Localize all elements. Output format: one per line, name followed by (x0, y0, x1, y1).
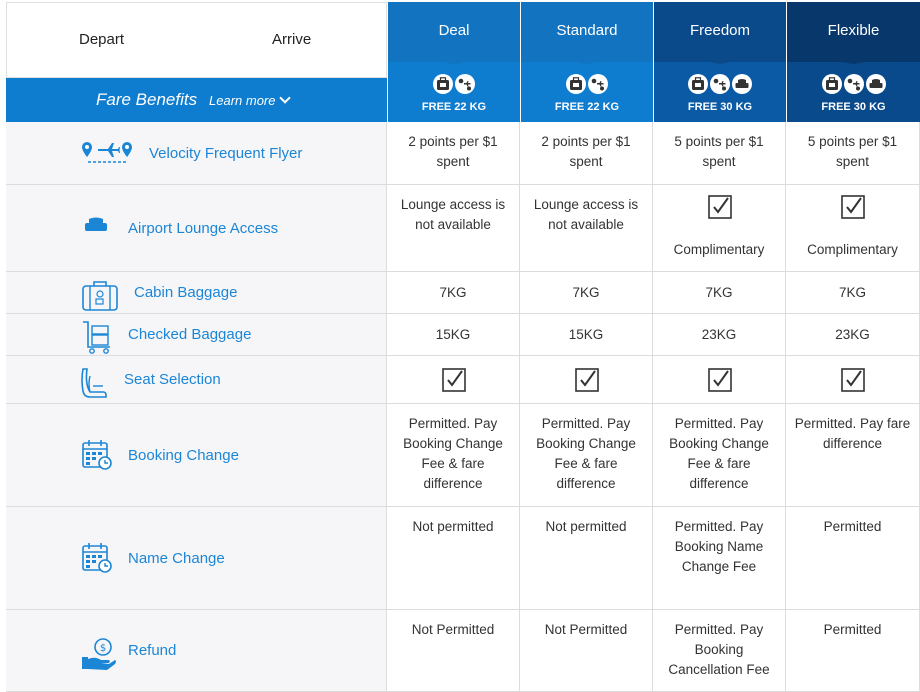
checked-bag-icon (455, 74, 475, 94)
calendar-clock-icon (81, 439, 113, 476)
fare-benefit-text: 7KG (572, 285, 600, 300)
fare-benefit-text: Complimentary (673, 242, 765, 257)
fare-benefit-cell (786, 272, 920, 313)
fare-benefit-cell (387, 185, 520, 271)
fare-benefit-text: 5 points per $1 spent (807, 134, 898, 169)
fare-baggage-allowance: FREE 22 KG (421, 101, 487, 113)
fare-benefit-cell (653, 185, 786, 271)
fare-benefit-cell (786, 507, 920, 609)
flight-route-icon (81, 140, 133, 171)
fare-benefit-cell (653, 272, 786, 313)
benefit-label-cell (6, 404, 387, 506)
cabin-bag-icon (688, 74, 708, 94)
fare-benefit-cell (786, 404, 920, 506)
fare-benefit-cell (520, 185, 653, 271)
fare-benefit-text: Permitted. Pay Booking Change Fee & fare difference (536, 416, 636, 491)
checkmark-icon (841, 195, 865, 219)
fare-benefit-cell (653, 314, 786, 355)
route-header (6, 2, 387, 78)
fare-column-standard[interactable] (520, 2, 653, 122)
benefit-name: Velocity Frequent Flyer (149, 144, 303, 162)
fare-name: Flexible (827, 22, 880, 39)
benefit-name: Checked Baggage (128, 326, 252, 343)
checkmark-icon (708, 368, 732, 392)
fare-benefit-text: Permitted. Pay Booking Change Fee & fare difference (403, 416, 503, 491)
fare-benefits-bar (6, 78, 387, 122)
svg-text:$: $ (99, 643, 107, 654)
benefit-name: Cabin Baggage (134, 284, 238, 301)
benefit-label-cell (6, 272, 387, 313)
fare-column-deal[interactable] (387, 2, 520, 122)
baggage-trolley-icon (81, 320, 113, 359)
lounge-seat-icon (732, 74, 752, 94)
benefit-row (6, 356, 920, 404)
fare-header-arrow (654, 50, 786, 64)
fare-benefit-cell (653, 404, 786, 506)
fare-benefit-text: Permitted. Pay Booking Change Fee & fare difference (669, 416, 769, 491)
suitcase-icon (81, 280, 119, 317)
fare-benefit-cell (520, 314, 653, 355)
fare-benefit-text: Lounge access is not available (533, 197, 639, 232)
fare-baggage-allowance: FREE 30 KG (821, 101, 886, 113)
benefit-label-cell (6, 507, 387, 609)
benefit-name: Booking Change (128, 446, 239, 464)
fare-benefit-cell (786, 356, 920, 403)
fare-benefit-text: Permitted. Pay fare difference (794, 416, 911, 451)
lounge-seat-icon (866, 74, 886, 94)
fare-benefit-text: 23KG (701, 327, 737, 342)
learn-more-label: Learn more (209, 93, 276, 108)
fare-benefit-cell (786, 314, 920, 355)
checked-bag-icon (844, 74, 864, 94)
fare-header-arrow (521, 50, 653, 64)
fare-benefit-cell (387, 356, 520, 403)
chevron-down-icon (280, 92, 291, 103)
fare-benefit-text: Permitted. Pay Booking Cancellation Fee (668, 622, 770, 677)
benefit-name: Seat Selection (124, 371, 221, 388)
fare-name: Freedom (689, 22, 751, 39)
fare-benefit-icons (787, 74, 920, 94)
checked-bag-icon (710, 74, 730, 94)
benefit-row (6, 122, 920, 185)
fare-benefit-text: 2 points per $1 spent (541, 134, 631, 169)
fare-column-flexible[interactable] (786, 2, 920, 122)
fare-benefit-cell (786, 610, 920, 691)
fare-name: Standard (556, 22, 618, 39)
fare-benefits-title: Fare Benefits (96, 90, 198, 109)
fare-benefit-text: 23KG (835, 327, 870, 342)
fare-benefit-text: 7KG (439, 285, 467, 300)
checked-bag-icon (588, 74, 608, 94)
fare-benefit-text: 7KG (838, 285, 866, 300)
depart-label: Depart (79, 31, 125, 48)
fare-benefit-cell (520, 356, 653, 403)
benefit-name: Name Change (128, 549, 225, 567)
fare-benefit-text: Permitted (823, 622, 882, 637)
fare-benefit-cell (653, 122, 786, 184)
fare-benefit-text: Not permitted (545, 519, 627, 534)
seat-icon (81, 366, 109, 405)
cabin-bag-icon (433, 74, 453, 94)
fare-benefit-text: Not Permitted (411, 622, 495, 637)
benefit-row (6, 404, 920, 507)
fare-benefit-icons (521, 74, 653, 94)
benefit-label-cell (6, 610, 387, 691)
refund-hand-icon (81, 637, 117, 678)
checkmark-icon (841, 368, 865, 392)
fare-header-arrow (388, 50, 520, 64)
lounge-seat-icon (84, 215, 108, 240)
fare-benefit-cell (653, 356, 786, 403)
fare-benefit-cell (653, 507, 786, 609)
fare-benefit-cell (786, 185, 920, 271)
benefit-name: Airport Lounge Access (128, 219, 279, 237)
fare-benefit-text: 15KG (435, 327, 471, 342)
fare-benefit-cell (387, 122, 520, 184)
calendar-clock-icon (81, 542, 113, 579)
fare-benefit-cell (387, 272, 520, 313)
checkmark-icon (575, 368, 599, 392)
fare-benefit-cell (786, 122, 920, 184)
fare-benefit-cell (520, 404, 653, 506)
benefit-label-cell (6, 356, 387, 403)
fare-benefit-text: Permitted. Pay Booking Name Change Fee (674, 519, 764, 574)
fare-benefit-cell (520, 507, 653, 609)
benefit-row (6, 185, 920, 272)
fare-benefit-text: Not Permitted (544, 622, 628, 637)
benefit-name: Refund (128, 642, 177, 659)
fare-baggage-allowance: FREE 22 KG (554, 101, 620, 113)
fare-benefit-cell (520, 610, 653, 691)
benefit-row (6, 610, 920, 692)
benefit-row (6, 314, 920, 356)
fare-benefit-text: Not permitted (412, 519, 494, 534)
fare-benefit-icons (388, 74, 520, 94)
benefit-label-cell (6, 122, 387, 184)
fare-benefit-cell (520, 272, 653, 313)
learn-more-link[interactable] (209, 93, 289, 108)
fare-benefit-cell (387, 314, 520, 355)
benefit-row (6, 507, 920, 610)
fare-benefit-text: Complimentary (807, 242, 898, 257)
fare-column-freedom[interactable] (653, 2, 786, 122)
fare-benefit-cell (653, 610, 786, 691)
fare-benefit-icons (654, 74, 786, 94)
fare-benefit-text: 7KG (705, 285, 733, 300)
benefit-label-cell (6, 314, 387, 355)
benefit-row (6, 272, 920, 314)
fare-benefit-cell (520, 122, 653, 184)
fare-benefit-text: Lounge access is not available (400, 197, 506, 232)
cabin-bag-icon (822, 74, 842, 94)
fare-benefit-text: Permitted (823, 519, 882, 534)
benefit-label-cell (6, 185, 387, 271)
fare-benefit-text: 2 points per $1 spent (408, 134, 498, 169)
fare-benefit-text: 5 points per $1 spent (674, 134, 764, 169)
arrive-label: Arrive (272, 31, 312, 48)
checkmark-icon (442, 368, 466, 392)
fare-baggage-allowance: FREE 30 KG (687, 101, 753, 113)
fare-benefit-cell (387, 610, 520, 691)
fare-benefit-cell (387, 404, 520, 506)
cabin-bag-icon (566, 74, 586, 94)
fare-benefit-cell (387, 507, 520, 609)
fare-name: Deal (438, 22, 470, 39)
checkmark-icon (708, 195, 732, 219)
fare-benefit-text: 15KG (568, 327, 604, 342)
fare-header-arrow (787, 50, 920, 64)
